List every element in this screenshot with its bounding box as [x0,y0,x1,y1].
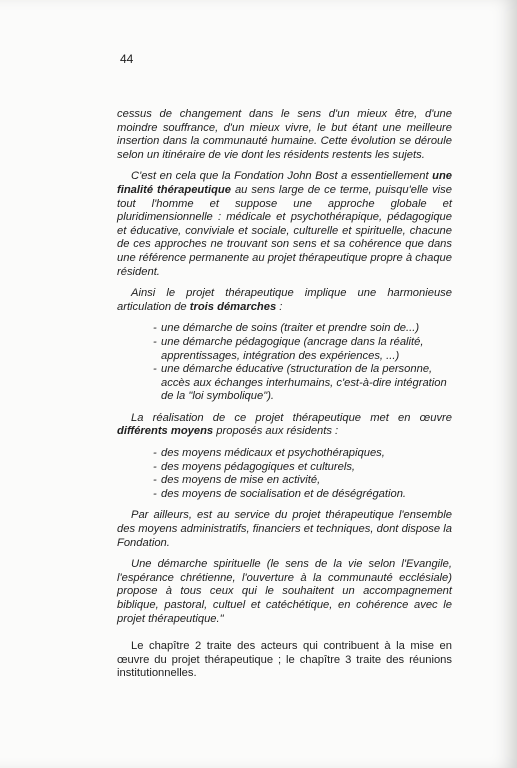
moyens-text-start: La réalisation de ce projet thérapeutique met en œuvre [131,411,452,424]
list-item: - des moyens de socialisation et de déségrégation. [153,488,452,502]
list-item: - une démarche pédagogique (ancrage dans la réalité, apprentissages, intégration des expériences, ...) [153,336,452,363]
moyens-text-end: proposés aux résidents : [213,425,339,438]
moyens-list [153,447,452,501]
demarches-text-start: Ainsi le projet thérapeutique implique une harmonieuse articulation de [117,287,452,313]
list-item: - une démarche éducative (structuration de la personne, accès aux échanges interhumains, c'est-à-dire intégration de la "loi symbolique"). [153,363,452,404]
finalite-emphasis: une finalité thérapeutique [117,170,452,196]
list-item: - des moyens médicaux et psychothérapiques, [153,447,452,461]
demarches-emphasis: trois démarches [189,300,277,313]
paragraph-intro: cessus de changement dans le sens d'un mieux être, d'une moindre souffrance, d'un mieux vivre, le but étant une meilleure insertion dans la communauté humaine. Cette évolution se déroule selon un itinéraire de vie dont les résidents restents les sujets. [117,108,452,161]
paragraph-chapitres: Le chapître 2 traite des acteurs qui contribuent à la mise en œuvre du projet thérapeutique ; le chapître 3 traite des réunions institutionnelles. [117,640,452,680]
finalite-text-end: au sens large de ce terme, puisqu'elle vise tout l'homme et suppose une approche globale et pluridimensionnelle : médicale et psychothérapique, pédagogique et éducative, conviviale et sociale, culturelle et spirituelle, chacune de ces approches ne trouvant son sens et sa cohérence que dans une référence permanente au projet thérapeutique propre à chaque résident. [117,183,452,278]
paragraph-administratif: Par ailleurs, est au service du projet thérapeutique l'ensemble des moyens administratifs, financiers et techniques, dont dispose la Fondation. [117,509,452,549]
body-text [117,108,452,689]
paragraph-demarches [117,287,452,314]
finalite-text-start: C'est en cela que la Fondation John Bost a essentiellement [131,170,433,183]
demarches-text-end: : [276,300,283,313]
list-item: - des moyens de mise en activité, [153,474,452,488]
moyens-emphasis: différents moyens [117,425,214,438]
demarches-list [153,322,452,404]
paragraph-finalite [117,170,452,279]
paragraph-spirituelle: Une démarche spirituelle (le sens de la vie selon l'Evangile, l'espérance chrétienne, l'ouverture à la communauté ecclésiale) propose à tous ceux qui le souhaitent un accompagnement biblique, pastoral, cultuel et catéchétique, en cohérence avec le projet thérapeutique." [117,558,452,625]
list-item: - des moyens pédagogiques et culturels, [153,461,452,475]
page-number: 44 [120,52,134,66]
list-item: - une démarche de soins (traiter et prendre soin de...) [153,322,452,336]
paragraph-moyens [117,412,452,439]
